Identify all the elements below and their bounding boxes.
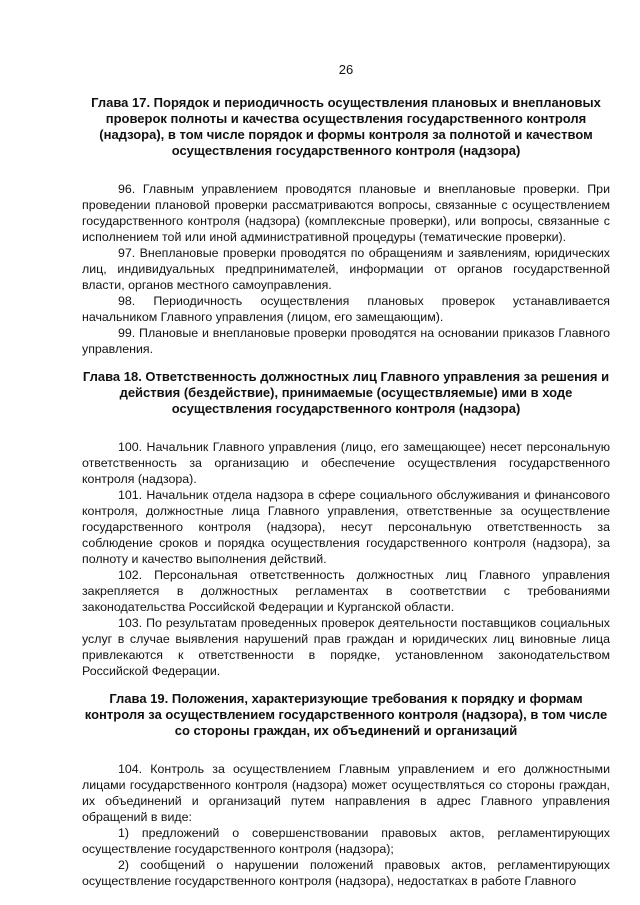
list-item-2: 2) сообщений о нарушении положений правовых актов, регламентирующих осуществление государственного контроля (надзора), недостатках в работе Главного [82,858,610,888]
chapter-18 [82,369,610,679]
paragraph-99: 99. Плановые и внеплановые проверки проводятся на основании приказов Главного управления. [82,326,610,356]
paragraph-103: 103. По результатам проведенных проверок деятельности поставщиков социальных услуг в случае выявления нарушений прав граждан и юридических лиц виновные лица привлекаются к ответственности в порядке, установленном законодательством Российской Федерации. [82,616,610,678]
chapter-title: Глава 18. Ответственность должностных лиц Главного управления за решения и действия (бездействие), принимаемые (осуществляемые) ими в ходе осуществления государственного контроля (надзора) [82,369,610,416]
spacer [82,679,610,691]
page-number: 26 [338,62,354,77]
paragraph-104: 104. Контроль за осуществлением Главным управлением и его должностными лицами государственного контроля (надзора) может осуществляться со стороны граждан, их объединений и организаций путем направления в адрес Главного управления обращений в виде: [82,762,610,824]
chapter-title: Глава 17. Порядок и периодичность осуществления плановых и внеплановых проверок полноты и качества осуществления государственного контроля (надзора), в том числе порядок и формы контроля за полнотой и качеством осуществления государственного контроля (надзора) [91,95,601,158]
paragraph-98: 98. Периодичность осуществления плановых проверок устанавливается начальником Главного управления (лицом, его замещающим). [82,294,610,324]
spacer [82,417,610,439]
paragraph-101: 101. Начальник отдела надзора в сфере социального обслуживания и финансового контроля, должностные лица Главного управления, ответственные за осуществление государственного контроля (надзора), несут персональную ответственность за соблюдение сроков и порядка осуществления государственного контроля (надзора), за полноту и качество выполнения действий. [82,488,610,566]
chapter-19 [82,691,610,889]
spacer [82,159,610,181]
paragraph-102: 102. Персональная ответственность должностных лиц Главного управления закрепляется в должностных регламентах в соответствии с требованиями законодательства Российской Федерации и Курганской области. [82,568,610,614]
spacer [82,739,610,761]
list-item-1: 1) предложений о совершенствовании правовых актов, регламентирующих осуществление государственного контроля (надзора); [82,826,610,856]
paragraph-100: 100. Начальник Главного управления (лицо, его замещающее) несет персональную ответственность за организацию и обеспечение осуществления государственного контроля (надзора). [82,440,610,486]
paragraph-97: 97. Внеплановые проверки проводятся по обращениям и заявлениям, юридических лиц, индивидуальных предпринимателей, информации от органов государственной власти, органов местного самоуправления. [82,246,610,292]
paragraph-96: 96. Главным управлением проводятся плановые и внеплановые проверки. При проведении плановой проверки рассматриваются вопросы, связанные с осуществлением государственного контроля (надзора) (комплексные проверки), или вопросы, связанные с исполнением той или иной административной процедуры (тематические проверки). [82,182,610,244]
spacer [82,357,610,369]
chapter-17 [82,95,610,357]
chapter-title: Глава 19. Положения, характеризующие требования к порядку и формам контроля за осуществлением государственного контроля (надзора), в том числе со стороны граждан, их объединений и организаций [84,691,608,738]
